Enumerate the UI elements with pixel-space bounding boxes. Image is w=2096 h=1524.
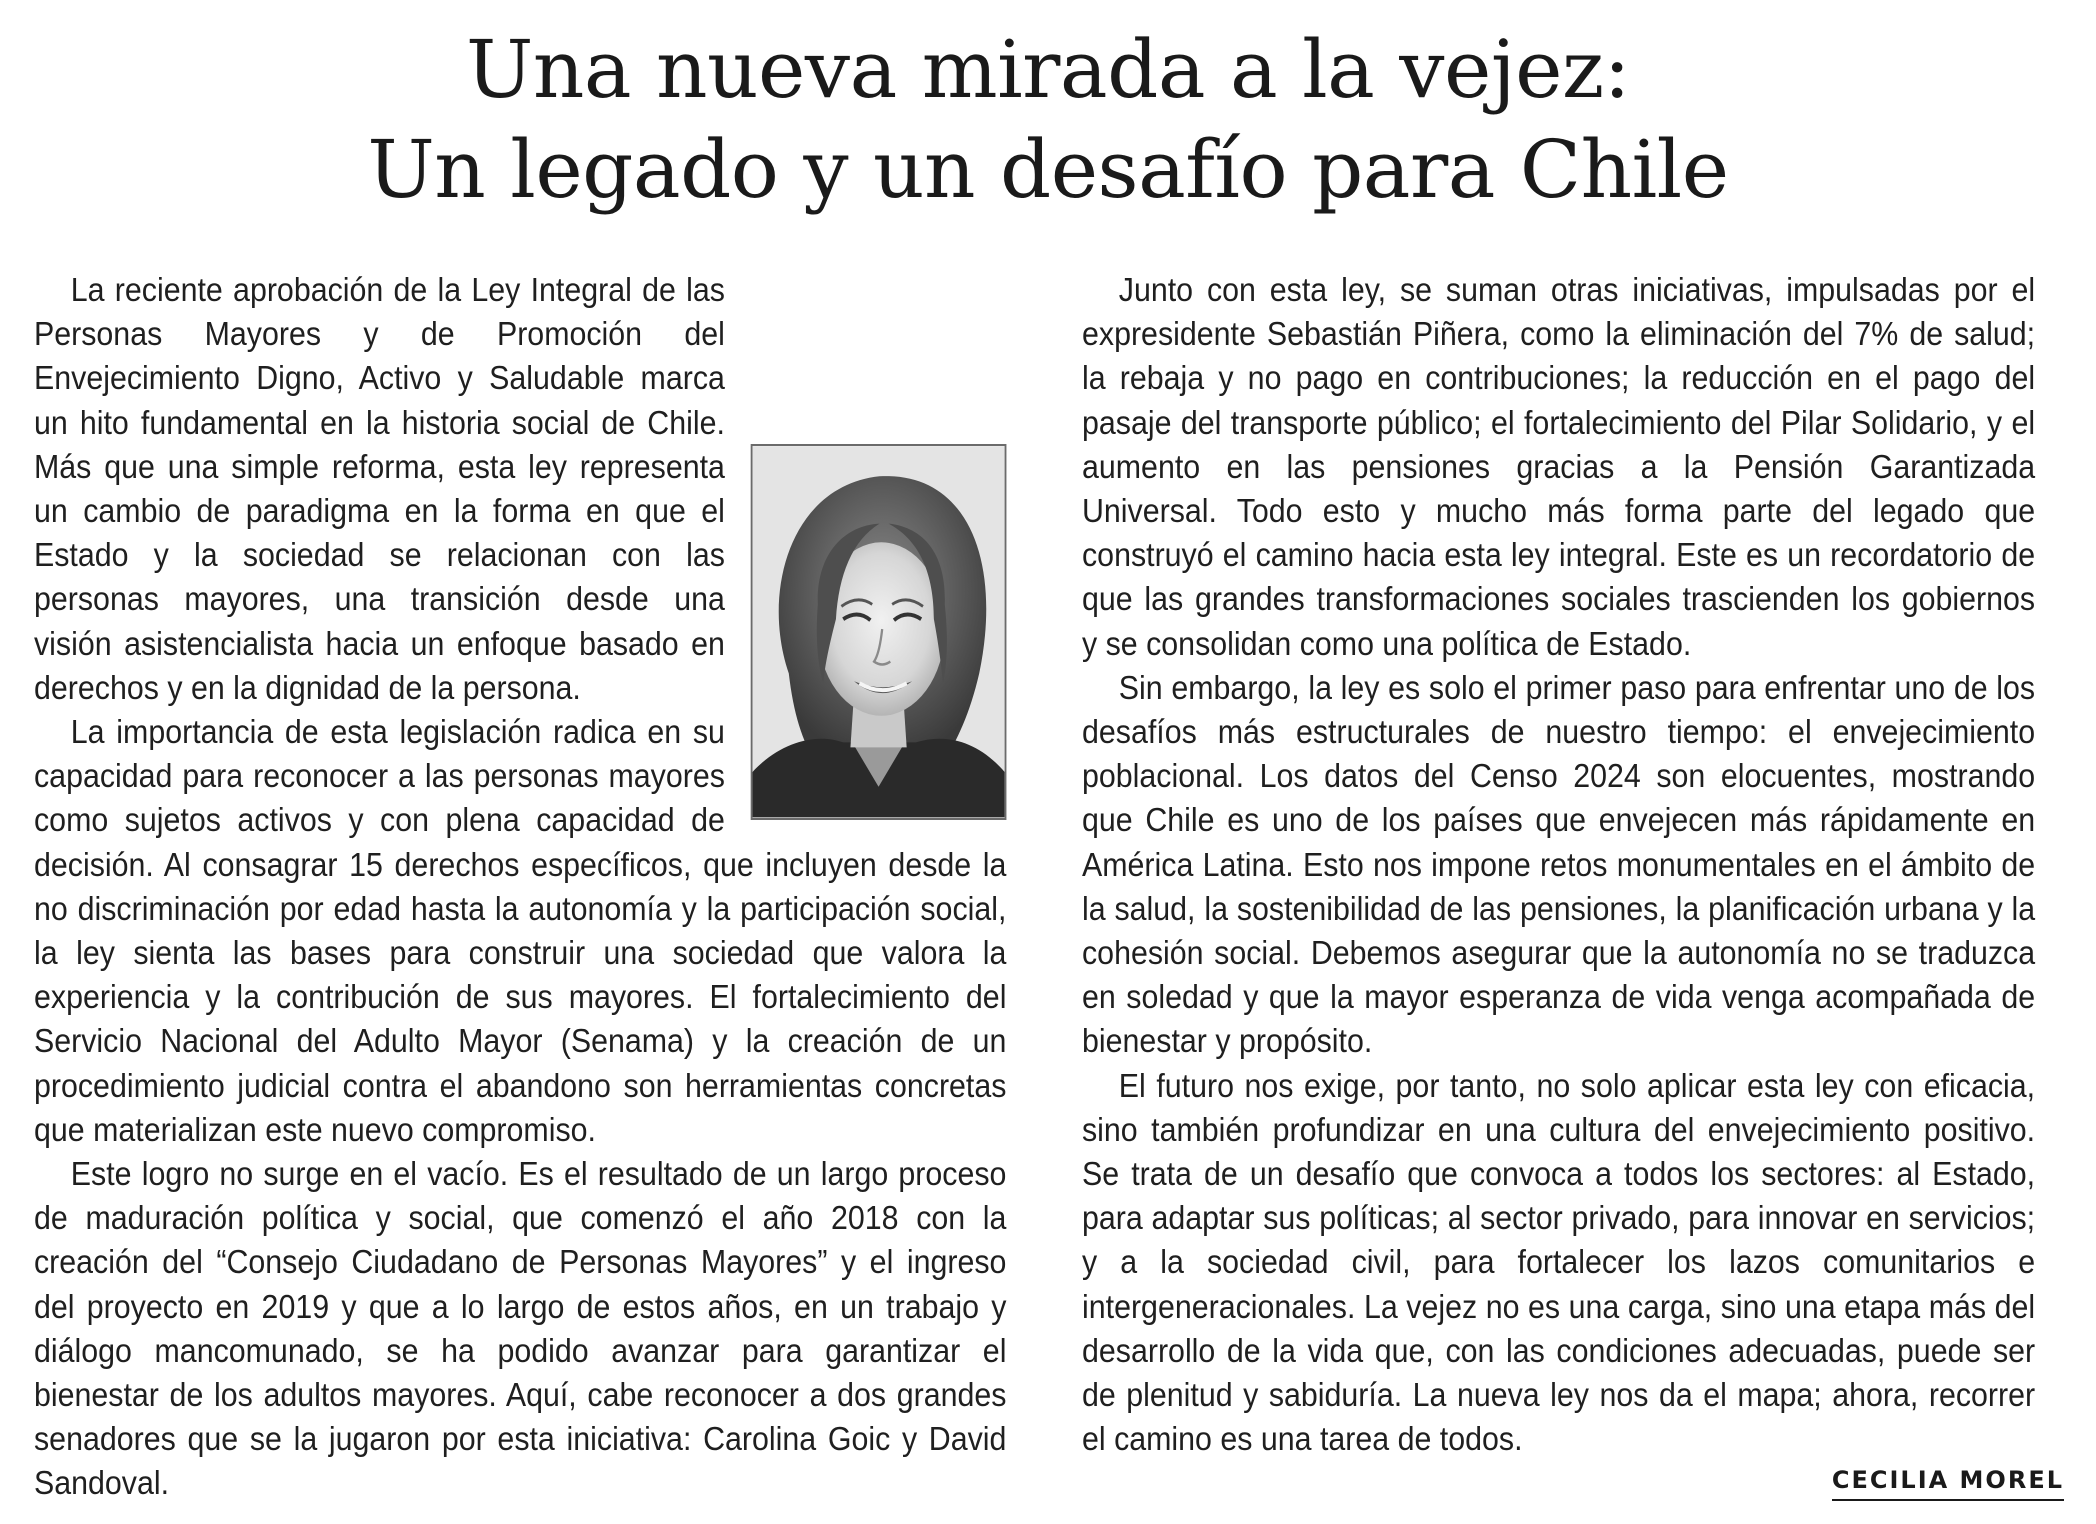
paragraph: La importancia de esta legislación radica en su capacidad para reconocer a las personas mayores como sujetos activos y con plena capacidad de decisión. Al consagrar 15 derechos específicos, que incluyen desde la no discriminación por edad hasta la autonomía y la participación social, la ley sienta las bases para construir una sociedad que valora la experiencia y la contribución de sus mayores. El fortalecimiento del Servicio Nacional del Adulto Mayor (Senama) y la creación de un procedimiento judicial contra el abandono son herramientas concretas que materializan este nuevo compromiso. <box>34 713 1007 1148</box>
paragraph: Sin embargo, la ley es solo el primer paso para enfrentar uno de los desafíos más estructurales de nuestro tiempo: el envejecimiento poblacional. Los datos del Censo 2024 son elocuentes, mostrando que Chile es uno de los países que envejecen más rápidamente en América Latina. Esto nos impone retos monumentales en el ámbito de la salud, la sostenibilidad de las pensiones, la planificación urbana y la cohesión social. Debemos asegurar que la autonomía no se traduzca en soledad y que la mayor esperanza de vida venga acompañada de bienestar y propósito. <box>1082 668 2036 1060</box>
headline-line-2: Un legado y un desafío para Chile <box>367 123 1729 216</box>
author-byline: CECILIA MOREL <box>1832 1466 2064 1501</box>
article-column-left <box>34 268 1006 1506</box>
paragraph: La reciente aprobación de la Ley Integral de las Personas Mayores y de Promoción del Envejecimiento Digno, Activo y Saludable marca un hito fundamental en la historia social de Chile. Más que una simple reforma, esta ley representa un cambio de paradigma en la forma en que el Estado y la sociedad se relacionan con las personas mayores, una transición desde una visión asistencialista hacia un enfoque basado en derechos y en la dignidad de la persona. <box>34 271 725 706</box>
article-headline <box>0 20 2096 220</box>
author-portrait-photo <box>753 446 1005 818</box>
headline-line-1: Una nueva mirada a la vejez: <box>465 23 1631 116</box>
paragraph: Este logro no surge en el vacío. Es el resultado de un largo proceso de maduración política y social, que comenzó el año 2018 con la creación del “Consejo Ciudadano de Personas Mayores” y el ingreso del proyecto en 2019 y que a lo largo de estos años, en un trabajo y diálogo mancomunado, se ha podido avanzar para garantizar el bienestar de los adultos mayores. Aquí, cabe reconocer a dos grandes senadores que se la jugaron por esta iniciativa: Carolina Goic y David Sandoval. <box>34 1155 1007 1502</box>
author-portrait <box>751 444 1007 820</box>
paragraph: El futuro nos exige, por tanto, no solo aplicar esta ley con eficacia, sino también profundizar en una cultura del envejecimiento positivo. Se trata de un desafío que convoca a todos los sectores: al Estado, para adaptar sus políticas; al sector privado, para innovar en servicios; y a la sociedad civil, para fortalecer los lazos comunitarios e intergeneracionales. La vejez no es una carga, sino una etapa más del desarrollo de la vida que, con las condiciones adecuadas, puede ser de plenitud y sabiduría. La nueva ley nos da el mapa; ahora, recorrer el camino es una tarea de todos. <box>1082 1066 2036 1458</box>
article-column-right <box>1082 268 2035 1461</box>
paragraph: Junto con esta ley, se suman otras iniciativas, impulsadas por el expresidente Sebastián Piñera, como la eliminación del 7% de salud; la rebaja y no pago en contribuciones; la reducción en el pago del pasaje del transporte público; el fortalecimiento del Pilar Solidario, y el aumento en las pensiones gracias a la Pensión Garantizada Universal. Todo esto y mucho más forma parte del legado que construyó el camino hacia esta ley integral. Este es un recordatorio de que las grandes transformaciones sociales trascienden los gobiernos y se consolidan como una política de Estado. <box>1082 271 2036 662</box>
